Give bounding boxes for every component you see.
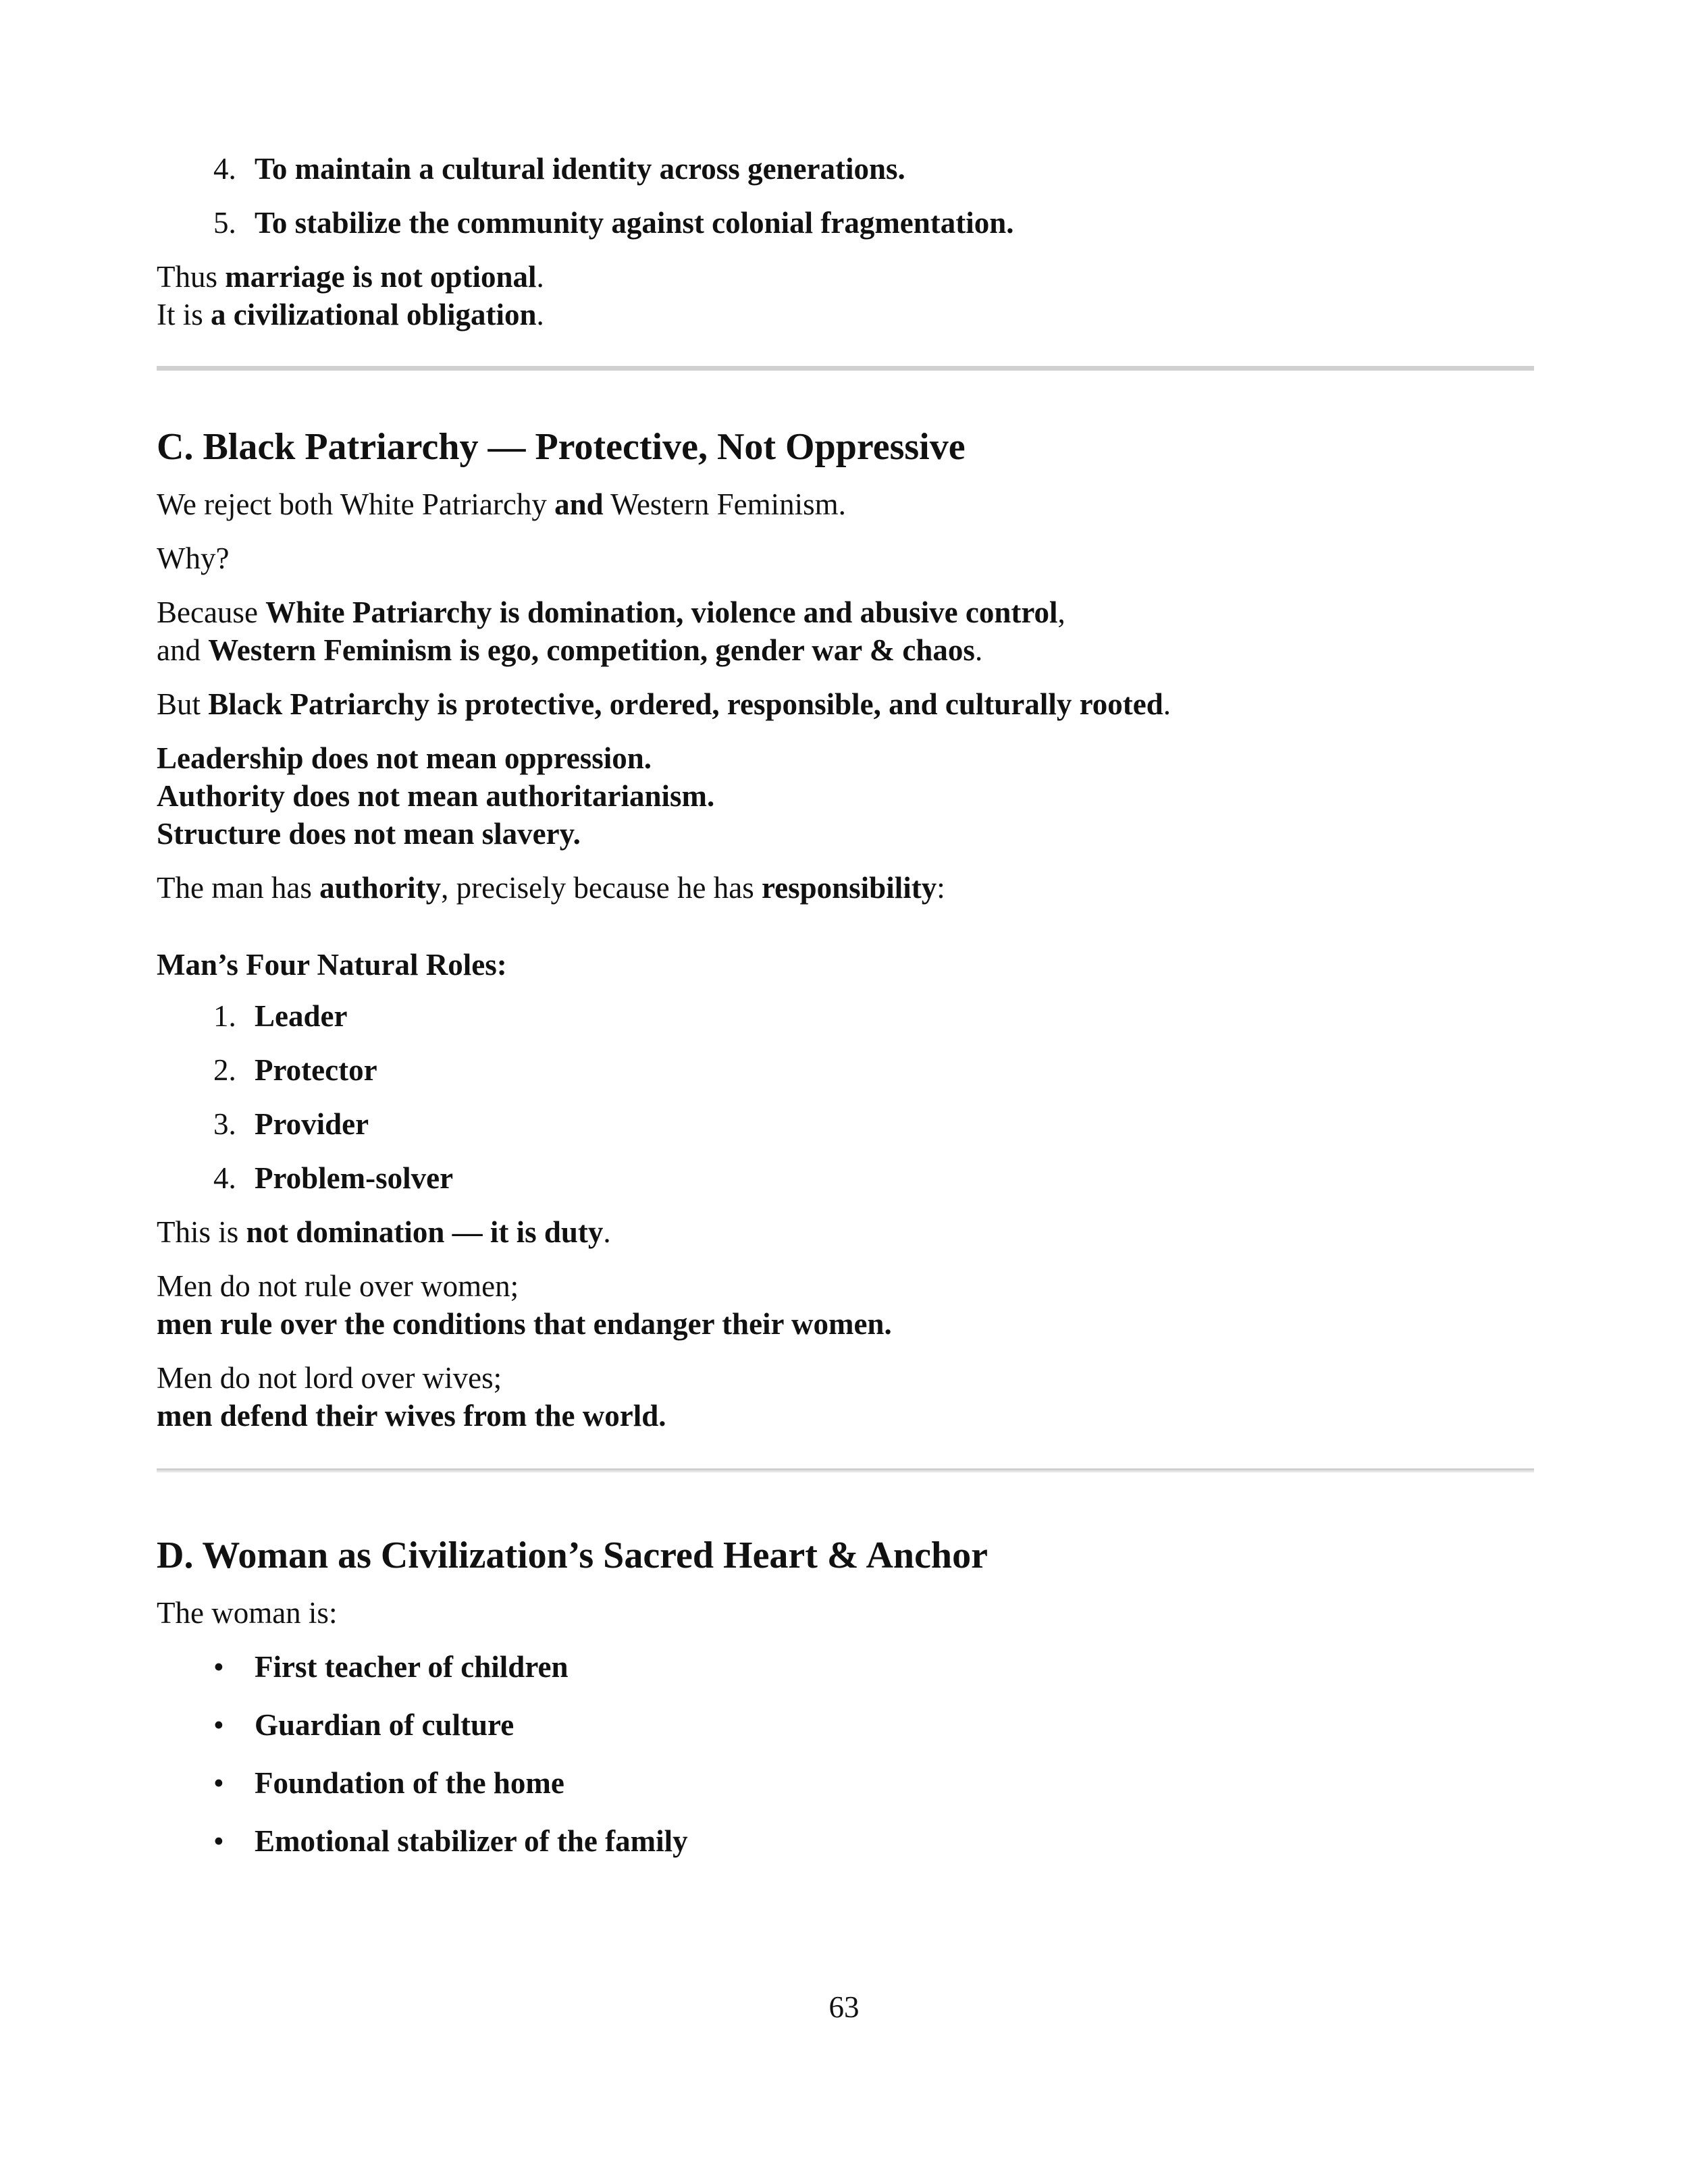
text-run: , precisely because he has (441, 871, 762, 905)
text-run: . (1163, 687, 1171, 721)
section-c-heading: C. Black Patriarchy — Protective, Not Oppressive (157, 426, 966, 468)
list-item (157, 1159, 1534, 1197)
list-item-text: Leader (255, 999, 348, 1033)
bold-run: Western Feminism is ego, competition, gender war & chaos (208, 633, 975, 667)
text-run: Thus (157, 260, 226, 294)
section-c-paragraph-6 (157, 869, 1534, 907)
list-item-text: Protector (255, 1053, 377, 1087)
text-run: It is (157, 298, 211, 331)
roles-list (157, 997, 1534, 1197)
list-item-text: To stabilize the community against colonial fragmentation. (255, 206, 1014, 240)
list-item-text: Guardian of culture (255, 1708, 515, 1742)
bold-run: Man’s Four Natural Roles: (157, 948, 507, 982)
goals-list-continued (157, 150, 1534, 242)
bold-line: men defend their wives from the world. (157, 1399, 666, 1433)
roles-heading (157, 946, 1534, 984)
text-run: Western Feminism. (603, 487, 846, 521)
bullet-icon: • (213, 1708, 224, 1742)
bold-run: responsibility (761, 871, 937, 905)
section-c-paragraph-5 (157, 739, 1534, 853)
list-number: 2. (213, 1053, 236, 1087)
text-run: Because (157, 595, 266, 629)
page-number: 63 (828, 1990, 860, 2024)
bullet-icon: • (213, 1650, 224, 1684)
list-item-text: First teacher of children (255, 1650, 569, 1684)
section-divider (157, 366, 1534, 371)
list-item-text: To maintain a cultural identity across generations. (255, 152, 905, 186)
bold-line: Structure does not mean slavery. (157, 817, 581, 851)
text-run: . (536, 260, 544, 294)
section-d-heading: D. Woman as Civilization’s Sacred Heart & Anchor (157, 1535, 988, 1576)
list-number: 4. (213, 152, 236, 186)
list-number: 4. (213, 1161, 236, 1195)
bullet-icon: • (213, 1824, 224, 1858)
text-line: Men do not rule over women; (157, 1269, 519, 1303)
list-item (157, 1822, 1534, 1860)
thus-paragraph (157, 258, 1534, 334)
list-item (157, 1051, 1534, 1089)
text-run: . (603, 1215, 611, 1249)
bold-run: marriage is not optional (225, 260, 537, 294)
section-d-intro: The woman is: (157, 1596, 338, 1630)
section-c-paragraph-1 (157, 485, 1534, 523)
text-line: Men do not lord over wives; (157, 1361, 502, 1395)
text-run: and (157, 633, 209, 667)
section-c-paragraph-7 (157, 1213, 1534, 1251)
bold-run: Black Patriarchy is protective, ordered, responsible, and culturally rooted (208, 687, 1163, 721)
bold-run: authority (319, 871, 442, 905)
text-run: . (536, 298, 544, 331)
bold-line: Authority does not mean authoritarianism. (157, 779, 715, 813)
list-item-text: Problem-solver (255, 1161, 454, 1195)
list-item-text: Emotional stabilizer of the family (255, 1824, 688, 1858)
section-divider (157, 1468, 1534, 1472)
list-item (157, 1105, 1534, 1143)
section-c-paragraph-4 (157, 685, 1534, 723)
list-number: 5. (213, 206, 236, 240)
section-c-paragraph-9 (157, 1359, 1534, 1435)
bold-line: men rule over the conditions that endanger their women. (157, 1307, 892, 1341)
list-number: 3. (213, 1107, 236, 1141)
list-item (157, 150, 1534, 188)
bold-run: not domination — it is duty (246, 1215, 604, 1249)
section-c-paragraph-3 (157, 593, 1534, 669)
list-item (157, 1648, 1534, 1686)
list-item (157, 1706, 1534, 1744)
section-c-paragraph-8 (157, 1267, 1534, 1343)
bold-line: Leadership does not mean oppression. (157, 741, 652, 775)
bullet-icon: • (213, 1766, 224, 1800)
list-item (157, 997, 1534, 1035)
bold-run: a civilizational obligation (211, 298, 537, 331)
text-run: : (937, 871, 945, 905)
page-content (157, 150, 1534, 1880)
woman-roles-list (157, 1648, 1534, 1860)
list-item-text: Provider (255, 1107, 369, 1141)
text-run: This is (157, 1215, 246, 1249)
list-number: 1. (213, 999, 236, 1033)
bold-run: White Patriarchy is domination, violence and abusive control (265, 595, 1058, 629)
list-item (157, 1764, 1534, 1802)
text-run: , (1057, 595, 1065, 629)
text-run: The man has (157, 871, 320, 905)
list-item (157, 204, 1534, 242)
text-run: We reject both White Patriarchy (157, 487, 555, 521)
bold-run: and (554, 487, 604, 521)
section-c-paragraph-2: Why? (157, 541, 230, 575)
text-run: But (157, 687, 209, 721)
list-item-text: Foundation of the home (255, 1766, 564, 1800)
text-run: . (974, 633, 983, 667)
